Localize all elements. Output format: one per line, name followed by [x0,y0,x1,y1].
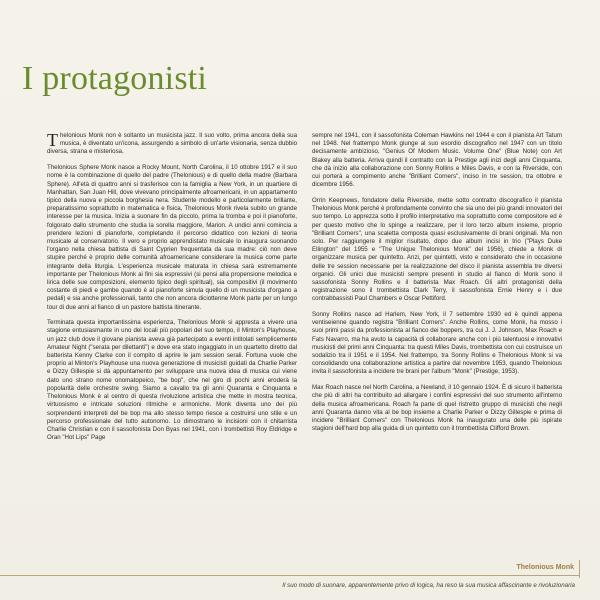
paragraph-roach: Max Roach nasce nel North Carolina, a Newland, il 10 gennaio 1924. È di sicuro il batterista che più di altri ha contribuito ad allargare i confini espressivi del suo strumento all'interno della musica afroamericana. Roach fa parte di quel ristretto gruppo di musicisti che negli anni Quaranta danno vita al be bop insieme a Charlie Parker e Dizzy Gillespie e prima di incidere "Brilliant Corners" con Thelonious Monk ha inaugurato una delle più ispirate stagioni dell'hard bop alla guida di un quintetto con il trombettista Clifford Brown. [312,384,562,433]
paragraph-keepnews: Orrin Keepnews, fondatore della Riverside, mette sotto contratto discografico il pianista Thelonious Monk perché è profondamente convinto che sia uno dei più grandi innovatori del suo tempo. Lo apprezza sotto il profilo interpretativo ma soprattutto come compositore ed è per questo motivo che lo spinge a realizzare, per il loro terzo album insieme, proprio "Brilliant Corners", una scaletta composta quasi esclusivamente di brani originali. Ma non solo. Per raggiungere il miglior risultato, dopo due album incisi in trio ("Plays Duke Ellington" del 1955 e "The Unique Thelonious Monk" del 1956), chiede a Monk di organizzare musica per quintetto. Anzi, per quintetti, visto e considerato che in occasione delle tre session necessarie per la realizzazione del disco il pianista assembla tre diversi organici. Gli unici due musicisti sempre presenti in studio al fianco di Monk sono il sassofonista Sonny Rollins e il batterista Max Roach. Gli altri protagonisti della registrazione sono il trombettista Clark Terry, il sassofonista Ernie Henry e i due contrabbassisti Paul Chambers e Oscar Pettiford. [312,196,562,303]
page-title: I protagonisti [22,60,208,97]
paragraph-intro: Thelonious Monk non è soltanto un musicista jazz. Il suo volto, prima ancora della sua musica, è diventato un'icona, assurgendo a simbolo di un'arte visionaria, senza dubbio diversa, strana e misteriosa. [47,130,297,156]
paragraph-mintons: Terminata questa importantissima esperienza, Thelonious Monk si appresta a vivere una stagione entusiasmante in uno dei locali più popolari del suo tempo, il Minton's Playhouse, un jazz club dove il giovane pianista aveva già partecipato a eventi intitolati semplicemente Amateur Night ("serata per dilettanti") e dove era stato ingaggiato in un quartetto diretto dal batterista Kenny Clarke con il compito di aprire le jam session serali. Fortuna vuole che proprio al Minton's Playhouse una nuova generazione di musicisti guidati da Charlie Parker e Dizzy Gillespie si dà appuntamento per sviluppare una nuova idea di musica cui viene dato uno strano nome onomatopeico, "be bop", che nel giro di pochi anni eroderà la popolarità delle orchestre swing. Siamo a cavallo tra gli anni Quaranta e Cinquanta e Thelonious Monk è al centro di questa rivoluzione artistica che mette in mostra tecnica, virtuosismo e intricate soluzioni ritmiche e armoniche. Monk diventa uno dei più sorprendenti interpreti del be bop ma allo stesso tempo riesce a costruirsi uno stile e un percorso professionale del tutto autonomo. Lo dimostrano le incisioni con il chitarrista Charlie Christian e con il sassofonista Don Byas nel 1941, con i trombettisti Roy Eldridge e Oran "Hot Lips" Page [47,319,297,442]
paragraph-biography: Thelonious Sphere Monk nasce a Rocky Mount, North Carolina, il 10 ottobre 1917 e il suo nome è la combinazione di quello del padre (Thelonious) e di quello della madre (Barbara Sphere). All'età di quattro anni si trasferisce con la famiglia a New York, in un quartiere di Manhattan, San Juan Hill, dove vivevano principalmente afroamericani, in un appartamento tipico della nuova e piccola borghesia nera. Studente modello e particolarmente brillante, preparatissimo soprattutto in matematica e fisica, Thelonious Monk rivela subito un grande interesse per la musica. Inizia a suonare fin da piccolo, prima la tromba e poi il pianoforte, folgorato dallo strumento che studia la sorella maggiore, Marion. A undici anni comincia a prendere lezioni di pianoforte, completando il percorso didattico con lezioni di teoria musicale al conservatorio. Il vero e proprio apprendistato musicale lo inaugura suonando l'organo nella chiesa battista di Saint Cyprien frequentata da sua madre: ciò non deve stupire perché è proprio delle comunità afroamericane considerare la musica come parte integrante della liturgia. L'esperienza musicale maturata in chiesa sarà estremamente importante per Thelonious Monk ai fini sia espressivi (si pensi alla propensione melodica e lirica delle sue composizioni, elemento tipico degli spiritual), sia compositivi (il movimento costante di piedi e gambe quando è al pianoforte simula quello di un musicista d'organo a pedali) e sia anche professionali, tanto che non ancora diciottenne Monk parte per un lungo tour di due anni al fianco di un pastore battista itinerante. [47,164,297,311]
caption-label: Thelonious Monk [516,564,574,571]
paragraph-recordings: sempre nel 1941, con il sassofonista Coleman Hawkins nel 1944 e con il pianista Art Tatum nel 1948. Nel frattempo Monk giunge al suo esordio discografico nel 1947 con un titolo decisamente ambizioso, "Genius Of Modern Music. Volume One" (Blue Note) con Art Blakey alla batteria. Arriva quindi il contratto con la Prestige agli inizi degli anni Cinquanta, che dà inizio alla collaborazione con Sonny Rollins e Miles Davis, e con la Riverside, con cui porterà a compimento anche "Brilliant Corners", inciso in tre session, tra ottobre e dicembre 1956. [312,132,562,189]
left-text-column [47,132,297,450]
right-text-column [312,132,562,441]
caption-text: Il suo modo di suonare, apparentemente privo di logica, ha reso la sua musica affascinante e rivoluzionaria [282,582,575,589]
paragraph-rollins: Sonny Rollins nasce ad Harlem, New York, il 7 settembre 1930 ed è quindi appena ventiseienne quando registra "Brilliant Corners". Anche Rollins, come Monk, ha mosso i suoi primi passi da professionista al fianco dei boppers, tra cui J. J. Johnson, Max Roach e Fats Navarro, ma ha avuto la capacità di collaborare anche con i più talentuosi e innovativi musicisti del primi anni Cinquanta: tra questi Miles Davis, trombettista con cui costruisce un sodalizio tra il 1951 e il 1954. Nel frattempo, tra Sonny Rollins e Thelonious Monk si va consolidando una collaborazione artistica a partire dal novembre 1953, quando Thelonious invita il sassofonista a incidere tre brani per l'album "Monk" (Prestige, 1953). [312,311,562,376]
caption-divider-line [0,575,580,576]
